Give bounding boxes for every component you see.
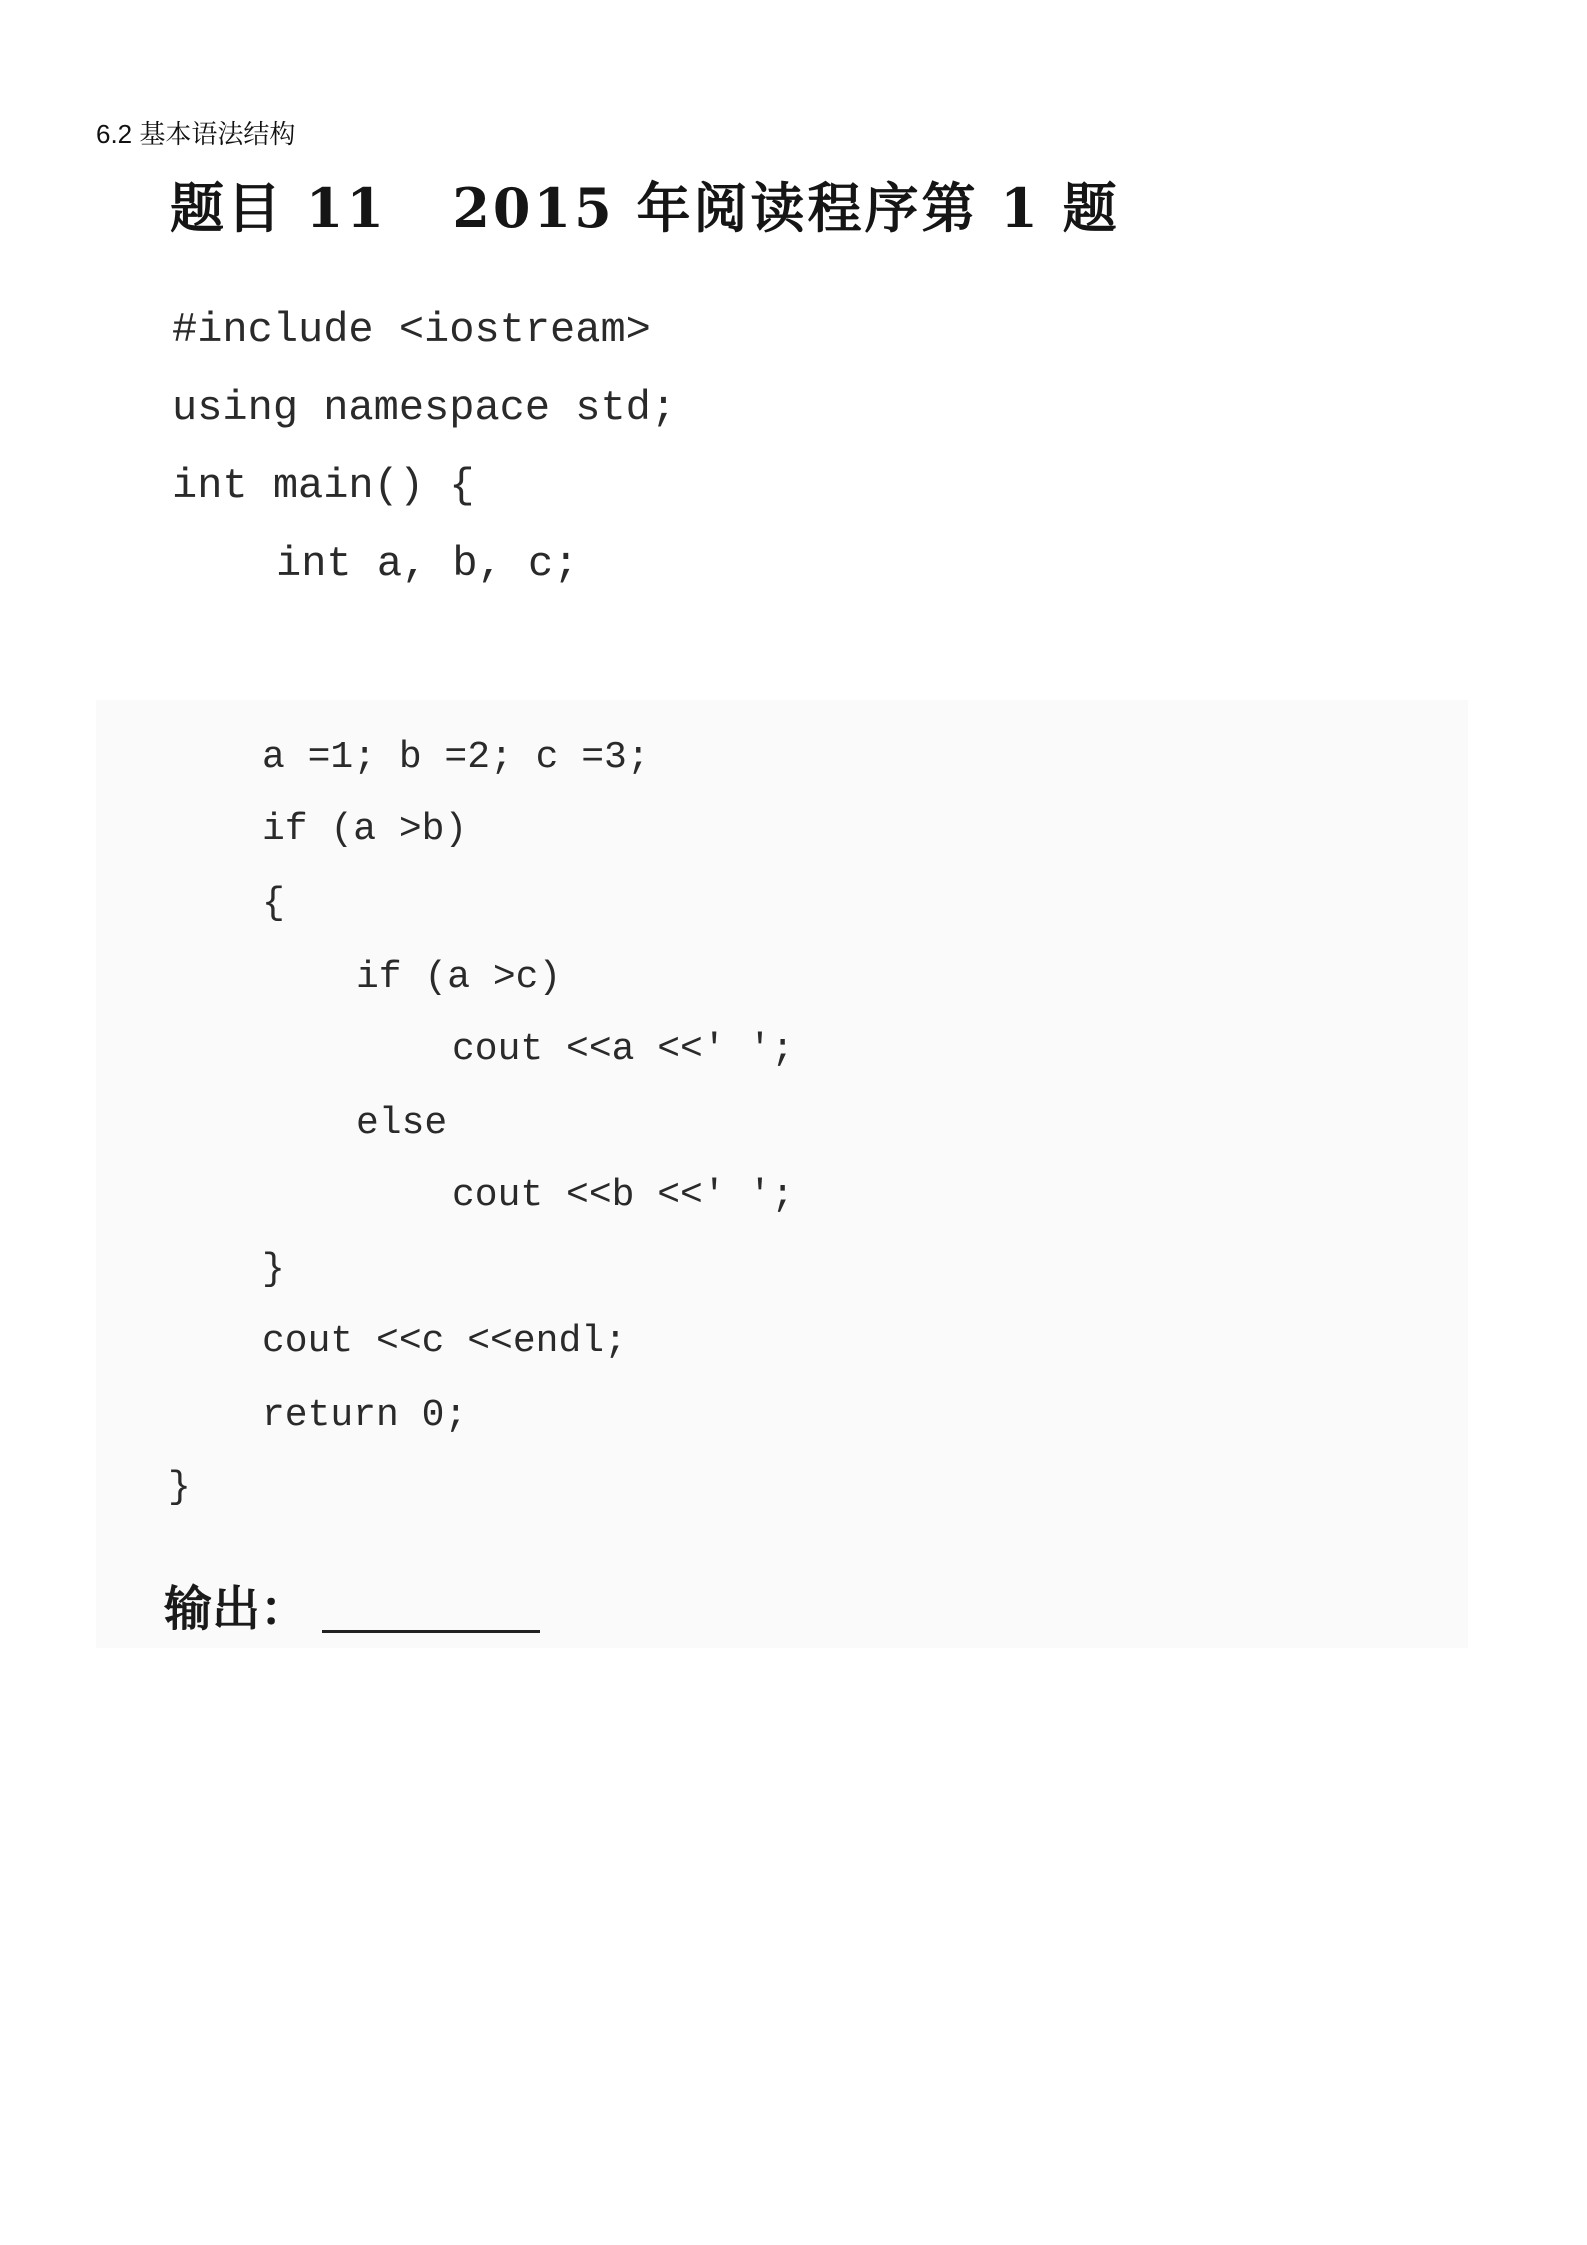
code-line: int a, b, c; xyxy=(276,540,579,588)
code-line: { xyxy=(262,882,285,925)
section-header: 6.2 基本语法结构 xyxy=(96,119,296,149)
code-line: if (a >b) xyxy=(262,808,468,851)
code-line: cout <<a <<' '; xyxy=(452,1028,795,1071)
code-line: else xyxy=(356,1102,448,1145)
code-line: if (a >c) xyxy=(356,956,562,999)
output-label: 输出： xyxy=(164,1581,309,1637)
code-line: using namespace std; xyxy=(172,384,677,432)
code-line: int main() { xyxy=(172,462,475,510)
code-line: cout <<c <<endl; xyxy=(262,1320,627,1363)
code-line: #include <iostream> xyxy=(172,306,651,354)
code-line: return 0; xyxy=(262,1394,468,1437)
answer-blank xyxy=(322,1630,540,1633)
problem-title: 题目 11 2015 年阅读程序第 1 题 xyxy=(170,176,1120,240)
code-line: cout <<b <<' '; xyxy=(452,1174,795,1217)
code-line: a =1; b =2; c =3; xyxy=(262,736,650,779)
code-line: } xyxy=(262,1248,285,1291)
code-line: } xyxy=(168,1466,191,1509)
